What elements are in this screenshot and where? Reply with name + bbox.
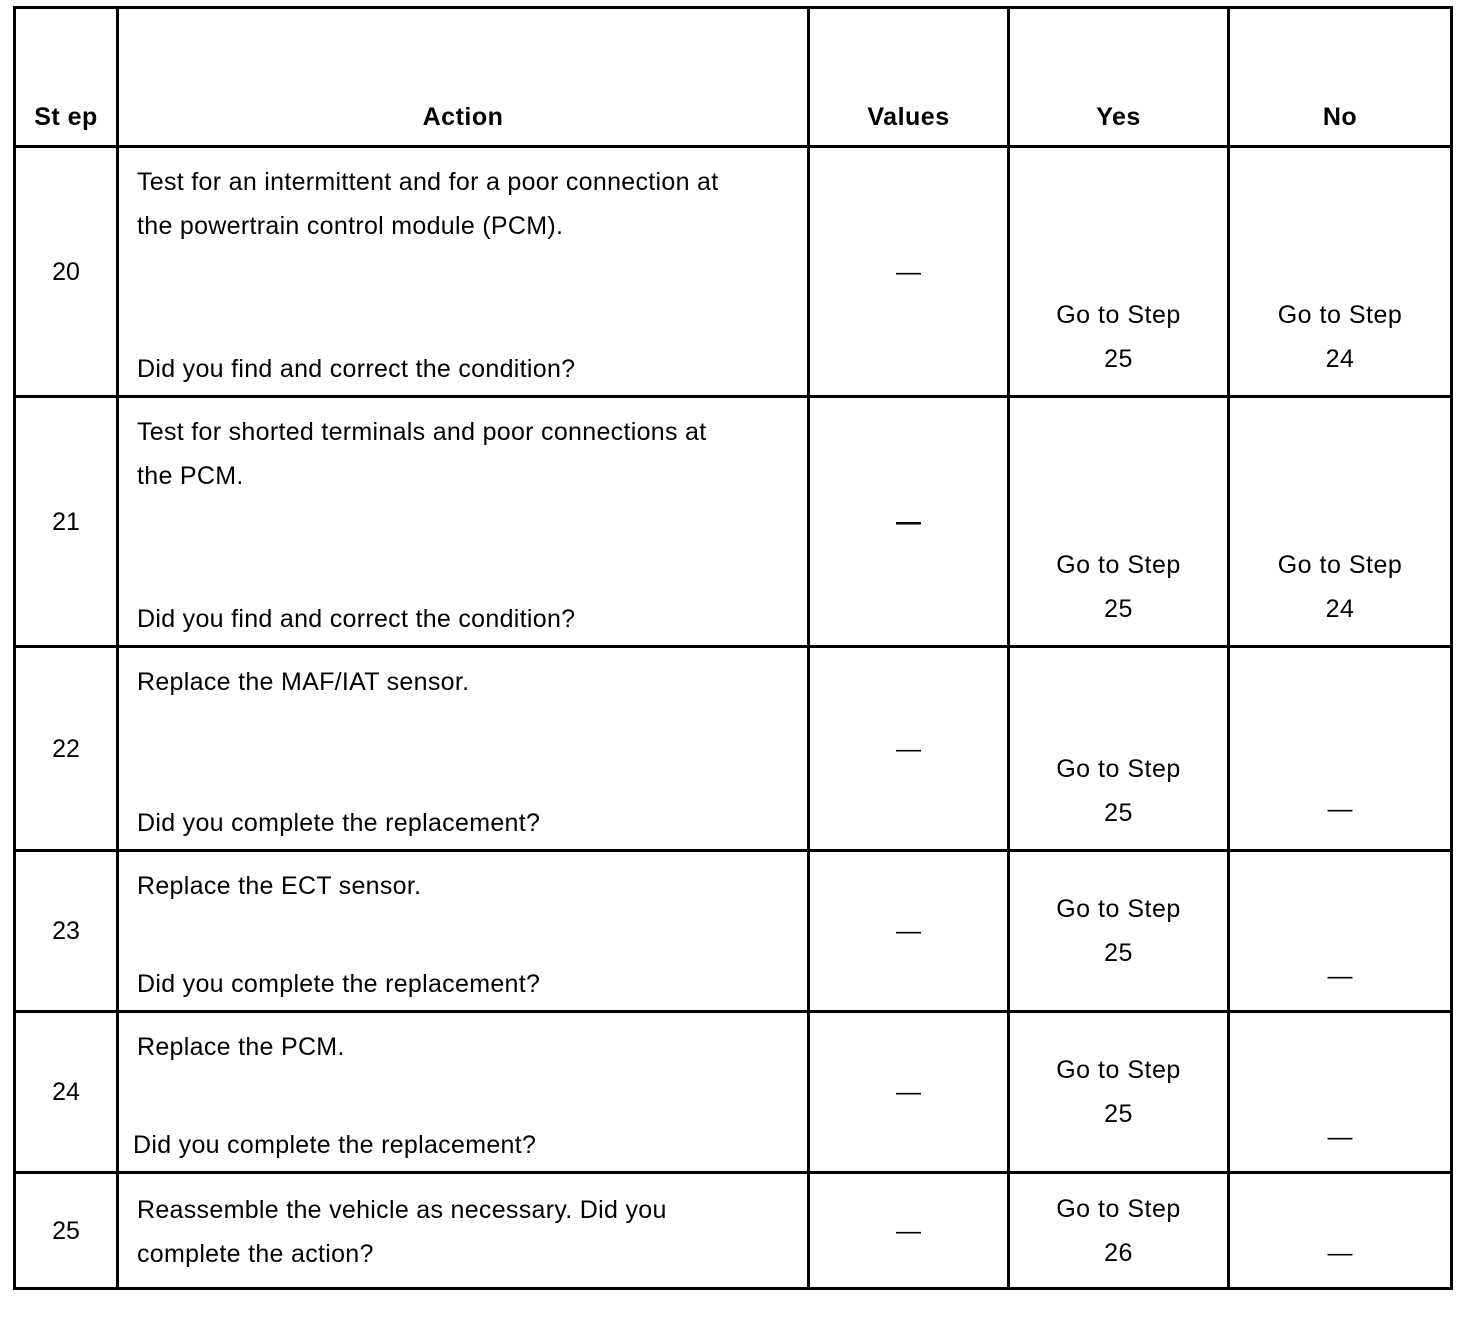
- yes-label: Go to Step: [1056, 755, 1181, 783]
- action-question: Did you complete the replacement?: [137, 809, 541, 837]
- action-question: Did you find and correct the condition?: [137, 605, 576, 633]
- yes-label: Go to Step: [1056, 1056, 1181, 1084]
- values-cell: —: [809, 1173, 1009, 1289]
- action-question: Did you find and correct the condition?: [137, 355, 576, 383]
- header-step: St ep: [15, 8, 118, 147]
- no-dash: —: [1327, 1123, 1353, 1151]
- action-text: Test for shorted terminals and poor connections at the PCM.: [137, 418, 707, 490]
- no-label: Go to Step: [1277, 301, 1403, 329]
- action-text: Replace the MAF/IAT sensor.: [137, 668, 470, 696]
- action-text: Replace the ECT sensor.: [137, 872, 422, 900]
- no-dash: —: [1327, 795, 1353, 823]
- header-row: [15, 8, 1452, 147]
- no-cell: [1229, 1173, 1452, 1289]
- no-cell: [1229, 147, 1452, 397]
- yes-cell: [1009, 147, 1229, 397]
- action-cell: [118, 397, 809, 647]
- no-cell: [1229, 647, 1452, 851]
- header-action: Action: [118, 8, 809, 147]
- no-cell: [1229, 851, 1452, 1012]
- action-text: Replace the PCM.: [137, 1033, 345, 1061]
- yes-cell: [1009, 851, 1229, 1012]
- yes-step: 25: [1104, 1100, 1133, 1128]
- yes-label: Go to Step: [1056, 551, 1181, 579]
- table-row: [15, 397, 1452, 647]
- values-cell: —: [809, 147, 1009, 397]
- yes-cell: [1009, 397, 1229, 647]
- step-number: 24: [15, 1012, 118, 1173]
- no-dash: —: [1327, 1239, 1353, 1267]
- values-cell: —: [809, 851, 1009, 1012]
- table-row: [15, 147, 1452, 397]
- action-question: Did you complete the replacement?: [137, 970, 541, 998]
- no-step: 24: [1325, 345, 1355, 373]
- yes-step: 25: [1104, 939, 1133, 967]
- action-text: Reassemble the vehicle as necessary. Did you complete the action?: [137, 1195, 667, 1268]
- action-cell: [118, 1012, 809, 1173]
- yes-step: 25: [1104, 345, 1133, 373]
- action-cell: [118, 851, 809, 1012]
- yes-cell: [1009, 647, 1229, 851]
- yes-cell: [1009, 1173, 1229, 1289]
- yes-label: Go to Step: [1056, 301, 1181, 329]
- no-cell: [1229, 1012, 1452, 1173]
- no-cell: [1229, 397, 1452, 647]
- yes-step: 26: [1104, 1238, 1133, 1267]
- no-label: Go to Step: [1277, 551, 1403, 579]
- table-row: [15, 1012, 1452, 1173]
- yes-step: 25: [1104, 799, 1133, 827]
- table-row: [15, 1173, 1452, 1289]
- values-cell: —: [809, 1012, 1009, 1173]
- yes-cell: [1009, 1012, 1229, 1173]
- table-row: [15, 851, 1452, 1012]
- yes-step: 25: [1104, 595, 1133, 623]
- action-cell: [118, 147, 809, 397]
- step-number: 23: [15, 851, 118, 1012]
- step-number: 20: [15, 147, 118, 397]
- action-cell: [118, 1173, 809, 1289]
- values-cell: —: [809, 647, 1009, 851]
- no-dash: —: [1327, 962, 1353, 990]
- table-row: [15, 647, 1452, 851]
- yes-label: Go to Step: [1056, 895, 1181, 923]
- action-text: Test for an intermittent and for a poor connection at the powertrain control module (PCM).: [137, 168, 719, 240]
- action-question: Did you complete the replacement?: [133, 1131, 537, 1159]
- header-values: Values: [809, 8, 1009, 147]
- step-number: 25: [15, 1173, 118, 1289]
- diagnostic-steps-table: [13, 6, 1453, 1290]
- no-step: 24: [1325, 595, 1355, 623]
- header-no: No: [1229, 8, 1452, 147]
- yes-label: Go to Step: [1056, 1194, 1181, 1223]
- action-cell: [118, 647, 809, 851]
- values-cell: —: [809, 397, 1009, 647]
- step-number: 22: [15, 647, 118, 851]
- step-number: 21: [15, 397, 118, 647]
- header-yes: Yes: [1009, 8, 1229, 147]
